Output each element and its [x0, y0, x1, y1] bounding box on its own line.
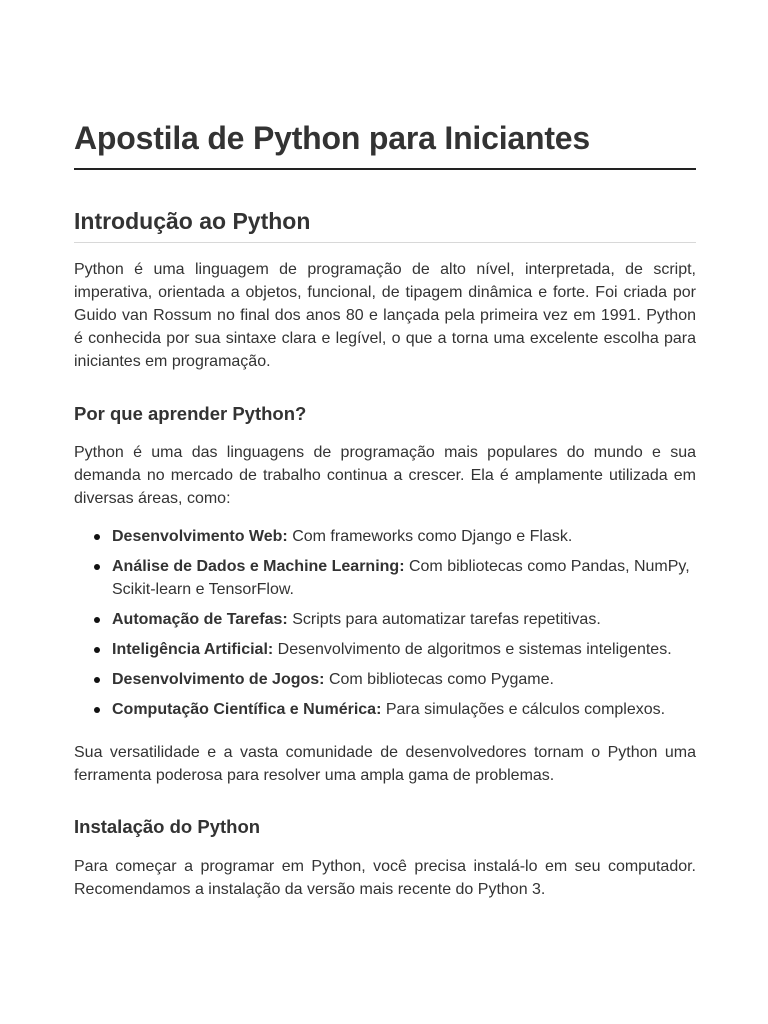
bullet-icon [94, 564, 100, 570]
why-paragraph: Python é uma das linguagens de programação mais populares do mundo e sua demanda no mercado de trabalho continua a crescer. Ela é amplamente utilizada em diversas áreas, como: [74, 444, 696, 507]
section-divider [74, 242, 696, 243]
bullet-icon [94, 677, 100, 683]
bullet-icon [94, 707, 100, 713]
list-item: Desenvolvimento de Jogos: Com bibliotecas como Pygame. [74, 668, 696, 691]
title-divider [74, 168, 696, 170]
bullet-icon [94, 534, 100, 540]
why-heading: Por que aprender Python? [74, 403, 307, 424]
closing-paragraph: Sua versatilidade e a vasta comunidade de desenvolvedores tornam o Python uma ferramenta poderosa para resolver uma ampla gama de problemas. [74, 744, 696, 784]
bullet-icon [94, 647, 100, 653]
list-item: Inteligência Artificial: Desenvolvimento de algoritmos e sistemas inteligentes. [74, 638, 696, 661]
document-title: Apostila de Python para Iniciantes [74, 120, 590, 156]
intro-paragraph: Python é uma linguagem de programação de alto nível, interpretada, de script, imperativa, orientada a objetos, funcional, de tipagem dinâmica e forte. Foi criada por Guido van Rossum no final dos anos 80 e lançada pela primeira vez em 1991. Python é conhecida por sua sintaxe clara e legível, o que a torna uma excelente escolha para iniciantes em programação. [74, 261, 696, 370]
use-cases-list [74, 525, 696, 728]
list-item: Computação Científica e Numérica: Para simulações e cálculos complexos. [74, 698, 696, 721]
install-paragraph: Para começar a programar em Python, você precisa instalá-lo em seu computador. Recomendamos a instalação da versão mais recente do Python 3. [74, 858, 696, 898]
list-item: Desenvolvimento Web: Com frameworks como Django e Flask. [74, 525, 696, 548]
install-heading: Instalação do Python [74, 816, 261, 837]
bullet-icon [94, 617, 100, 623]
list-item: Automação de Tarefas: Scripts para automatizar tarefas repetitivas. [74, 608, 696, 631]
intro-heading: Introdução ao Python [74, 208, 311, 234]
list-item: Análise de Dados e Machine Learning: Com bibliotecas como Pandas, NumPy, Scikit-learn e TensorFlow. [74, 555, 696, 601]
